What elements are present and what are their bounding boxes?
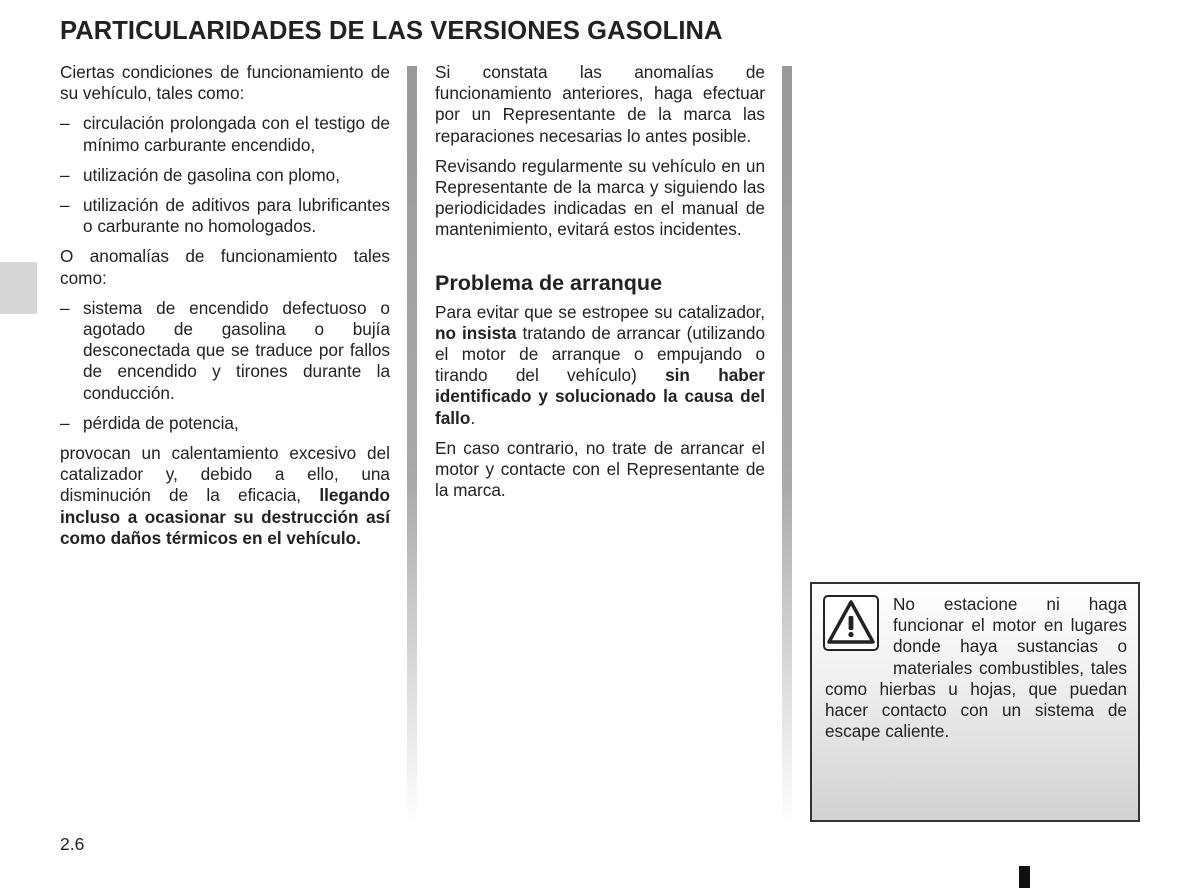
dash-bullet: – [60, 164, 70, 185]
list-item: – utilización de aditivos para lubrificantes o carburante no homologados. [60, 195, 390, 237]
page-corner-mark [1019, 866, 1030, 888]
left-column [60, 62, 390, 558]
list-item: – sistema de encendido defectuoso o agotado de gasolina o bujía desconectada que se traduce por fallos de encendido y tirones durante la conducción. [60, 297, 390, 403]
consequence-bold: llegando incluso a ocasionar su destrucción así como daños térmicos en el vehículo. [60, 485, 390, 548]
list-item: – utilización de gasolina con plomo, [60, 164, 341, 185]
intro-paragraph: Ciertas condiciones de funcionamiento de su vehículo, tales como: [60, 62, 390, 104]
middle-column [435, 62, 765, 510]
dash-bullet: – [60, 297, 70, 318]
column-divider [407, 66, 417, 826]
starting-problem-paragraph: Para evitar que se estropee su catalizador, no insista tratando de arrancar (utilizando el motor de arranque o empujando o tirando del vehículo) sin haber identificado y solucionado la causa del fallo. [435, 301, 765, 428]
dash-bullet: – [60, 113, 70, 134]
dash-bullet: – [60, 195, 70, 216]
contact-paragraph: En caso contrario, no trate de arrancar el motor y contacte con el Representante de la marca. [435, 437, 765, 501]
anomalies-list [60, 298, 390, 434]
anomalies-repair-paragraph: Si constata las anomalías de funcionamiento anteriores, haga efectuar por un Representante de la marca las reparaciones necesarias lo antes posible. [435, 62, 765, 146]
list-item: – pérdida de potencia, [60, 412, 239, 433]
anomalies-intro: O anomalías de funcionamiento tales como: [60, 246, 390, 288]
page-number: 2.6 [60, 834, 85, 854]
warning-text: No estacione ni haga funcionar el motor en lugares donde haya sustancias o materiales combustibles, tales como hierbas u hojas, que puedan hacer contacto con un sistema de escape caliente. [825, 594, 1127, 742]
conditions-list [60, 113, 390, 237]
chapter-tab [0, 262, 37, 314]
list-item: – circulación prolongada con el testigo de mínimo carburante encendido, [60, 113, 390, 155]
maintenance-paragraph: Revisando regularmente su vehículo en un Representante de la marca y siguiendo las periodicidades indicadas en el manual de mantenimiento, evitará estos incidentes. [435, 155, 765, 240]
dash-bullet: – [60, 412, 70, 433]
column-divider [782, 66, 792, 826]
consequence-paragraph: provocan un calentamiento excesivo del catalizador y, debido a ello, una disminución de la eficacia, llegando incluso a ocasionar su destrucción así como daños térmicos en el vehículo. [60, 443, 390, 548]
section-heading: Problema de arranque [435, 270, 663, 295]
warning-box [810, 582, 1140, 822]
page-title: PARTICULARIDADES DE LAS VERSIONES GASOLINA [60, 17, 723, 45]
